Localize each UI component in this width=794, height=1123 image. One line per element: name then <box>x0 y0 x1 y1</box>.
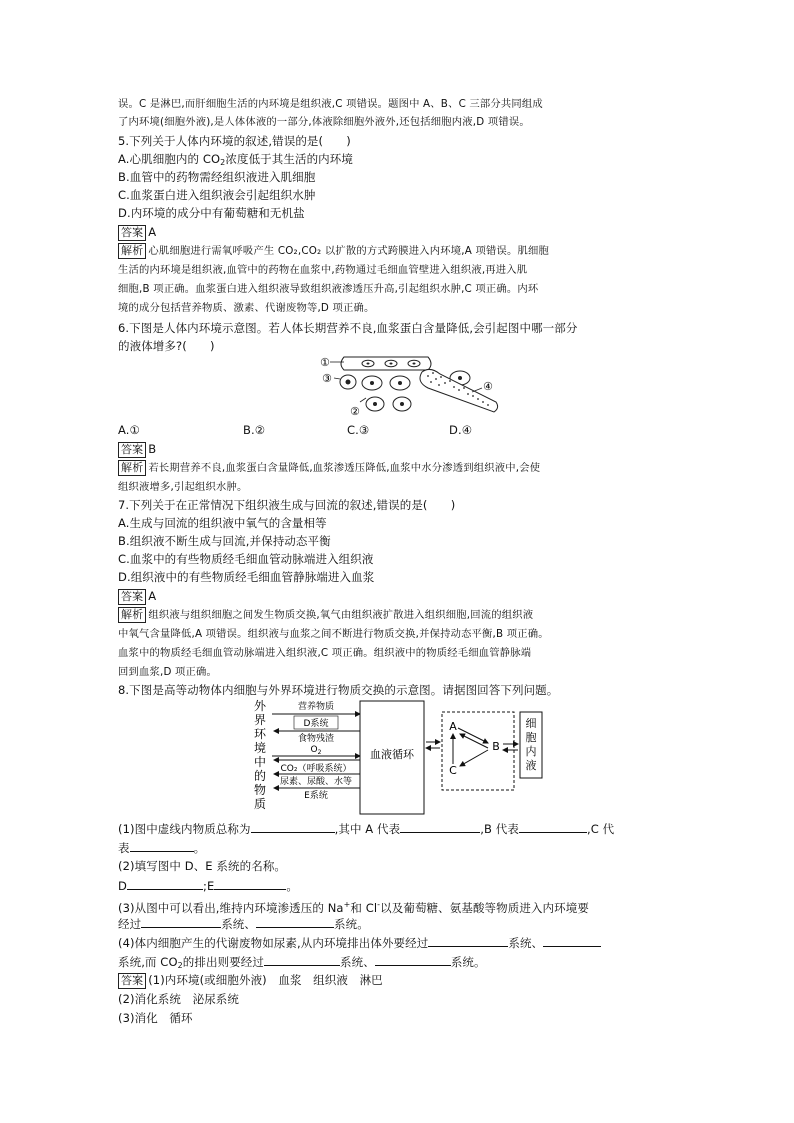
analysis-tag: 解析 <box>118 607 146 623</box>
q7-analysis-line-3: 血浆中的物质经毛细血管动脉端进入组织液,C 项正确。组织液中的物质经毛细血管静脉端 <box>118 647 532 659</box>
intro-line-1: 误。C 是淋巴,而肝细胞生活的内环境是组织液,C 项错误。题图中 A、B、C 三部分共同组成 <box>118 98 543 110</box>
external-environment-label <box>254 699 267 811</box>
q6-option-b: B.② <box>243 423 266 437</box>
q5-analysis-line-4: 境的成分包括营养物质、激素、代谢废物等,D 项正确。 <box>118 302 375 314</box>
svg-text:境: 境 <box>253 741 267 755</box>
blank-6[interactable] <box>256 915 334 928</box>
q8-part2-blanks: D ;E 。 <box>118 879 298 893</box>
answer-tag: 答案 <box>118 442 146 458</box>
svg-text:外: 外 <box>253 699 267 713</box>
node-a: A <box>449 720 457 733</box>
q7-analysis-line-4: 回到血浆,D 项正确。 <box>118 666 218 678</box>
q5-option-d: D.内环境的成分中有葡萄糖和无机盐 <box>118 206 305 220</box>
q8-answer-line3: (3)消化 循环 <box>118 1011 193 1025</box>
q8-answer-line2: (2)消化系统 泌尿系统 <box>118 992 239 1006</box>
blank-10[interactable] <box>375 953 451 966</box>
nutrients-label: 营养物质 <box>297 702 335 712</box>
blank-7[interactable] <box>428 934 508 947</box>
q6-stem-2: 的液体增多?( ) <box>118 339 215 353</box>
q7-answer: 答案 A <box>118 588 156 605</box>
capillary-vessel <box>341 357 431 370</box>
svg-text:中: 中 <box>253 755 267 769</box>
q7-option-d: D.组织液中的有些物质经毛细血管静脉端进入血浆 <box>118 570 375 584</box>
intracellular-fluid-label <box>526 717 537 772</box>
node-c: C <box>449 764 457 777</box>
blank-3[interactable] <box>519 820 587 833</box>
analysis-tag: 解析 <box>118 243 146 259</box>
q6-analysis-line-1: 解析 若长期营养不良,血浆蛋白含量降低,血浆渗透压降低,血浆中水分渗透到组织液中,会使 <box>118 460 540 477</box>
answer-tag: 答案 <box>118 973 146 989</box>
q5-stem: 5.下列关于人体内环境的叙述,错误的是( ) <box>118 134 351 148</box>
intro-line-2: 了内环境(细胞外液),是人体体液的一部分,体液除细胞外液外,还包括细胞内液,D 项错误。 <box>118 116 530 128</box>
label-4: ④ <box>483 380 493 393</box>
q5-option-a: A.心肌细胞内的 $CO_2$浓度低于其生活的内环境 <box>118 152 353 167</box>
svg-text:界: 界 <box>253 713 267 727</box>
q5-option-c: C.血浆蛋白进入组织液会引起组织水肿 <box>118 188 316 202</box>
q6-option-c: C.③ <box>347 423 370 437</box>
d-system-label: D系统 <box>303 719 329 729</box>
internal-environment-figure <box>300 352 500 420</box>
svg-text:胞: 胞 <box>525 731 537 744</box>
blood-circulation-label: 血液循环 <box>370 748 414 761</box>
svg-text:内: 内 <box>525 745 537 758</box>
q7-option-a: A.生成与回流的组织液中氧气的含量相等 <box>118 516 327 530</box>
q5-analysis-line-3: 细胞,B 项正确。血浆蛋白进入组织液导致组织液渗透压升高,引起组织水肿,C 项正确。内环 <box>118 283 539 295</box>
label-3: ③ <box>322 372 332 385</box>
q6-analysis-line-2: 组织液增多,引起组织水肿。 <box>118 481 248 493</box>
blank-5[interactable] <box>141 915 221 928</box>
o2-label: $O_2$ <box>310 745 322 756</box>
q8-part4-line2: 系统,而 $CO_2$的排出则要经过 系统、 系统。 <box>118 955 486 970</box>
q8-answer-line1: 答案 (1)内环境(或细胞外液) 血浆 组织液 淋巴 <box>118 972 383 989</box>
blank-4[interactable] <box>130 839 194 852</box>
e-system-label: E系统 <box>304 791 328 801</box>
q5-analysis-line-2: 生活的内环境是组织液,血管中的药物在血浆中,药物通过毛细血管壁进入组织液,再进入肌 <box>118 264 528 276</box>
blank-1[interactable] <box>251 820 335 833</box>
q7-stem: 7.下列关于在正常情况下组织液生成与回流的叙述,错误的是( ) <box>118 498 456 512</box>
blank-8[interactable] <box>543 934 601 947</box>
blank-d-system[interactable] <box>127 877 203 890</box>
q8-part2: (2)填写图中 D、E 系统的名称。 <box>118 859 287 873</box>
analysis-tag: 解析 <box>118 460 146 476</box>
svg-text:质: 质 <box>253 797 267 811</box>
label-2: ② <box>350 405 360 418</box>
blank-9[interactable] <box>264 953 340 966</box>
q7-option-c: C.血浆中的有些物质经毛细血管动脉端进入组织液 <box>118 552 374 566</box>
q8-part4-line1: (4)体内细胞产生的代谢废物如尿素,从内环境排出体外要经过 系统、 <box>118 934 601 952</box>
svg-text:的: 的 <box>253 769 267 783</box>
q7-analysis-line-2: 中氧气含量降低,A 项错误。组织液与血浆之间不断进行物质交换,并保持动态平衡,B 项正确。 <box>118 628 549 640</box>
q8-part1-line2: 表 。 <box>118 841 206 855</box>
food-residue-label: 食物残渣 <box>297 734 335 744</box>
q6-option-d: D.④ <box>449 423 473 437</box>
blank-e-system[interactable] <box>214 877 286 890</box>
exchange-diagram <box>250 698 544 818</box>
node-b: B <box>492 740 500 753</box>
q8-part1-line1: (1)图中虚线内物质总称为 ,其中 A 代表 ,B 代表 ,C 代 <box>118 822 615 836</box>
q7-option-b: B.组织液不断生成与回流,并保持动态平衡 <box>118 534 331 548</box>
q6-option-a: A.① <box>118 423 140 437</box>
q8-part3-line1: (3)从图中可以看出,维持内环境渗透压的 Na+和 Cl-以及葡萄糖、氨基酸等物质进入内环境要 <box>118 900 589 915</box>
q8-stem: 8.下图是高等动物体内细胞与外界环境进行物质交换的示意图。请据图回答下列问题。 <box>118 683 559 697</box>
q6-stem-1: 6.下图是人体内环境示意图。若人体长期营养不良,血浆蛋白含量降低,会引起图中哪一部分 <box>118 321 578 335</box>
q5-analysis-line-1: 解析 心肌细胞进行需氧呼吸产生 CO₂,CO₂ 以扩散的方式跨膜进入内环境,A 项错误。肌细胞 <box>118 243 549 260</box>
label-1: ① <box>320 356 330 369</box>
urea-label: 尿素、尿酸、水等 <box>279 777 353 787</box>
q7-analysis-line-1: 解析 组织液与组织细胞之间发生物质交换,氧气由组织液扩散进入组织细胞,回流的组织液 <box>118 607 533 624</box>
co2-respiratory-label: CO₂（呼吸系统） <box>280 764 352 774</box>
svg-text:物: 物 <box>253 783 267 797</box>
q5-option-b: B.血管中的药物需经组织液进入肌细胞 <box>118 170 316 184</box>
answer-tag: 答案 <box>118 589 146 605</box>
q8-part3-line2: 经过 系统、 系统。 <box>118 917 369 931</box>
svg-text:细: 细 <box>525 717 537 730</box>
q5-answer: 答案 A <box>118 224 156 241</box>
q6-answer: 答案 B <box>118 441 156 458</box>
answer-tag: 答案 <box>118 225 146 241</box>
svg-text:环: 环 <box>253 727 267 741</box>
svg-text:液: 液 <box>525 759 537 772</box>
blank-2[interactable] <box>400 820 480 833</box>
